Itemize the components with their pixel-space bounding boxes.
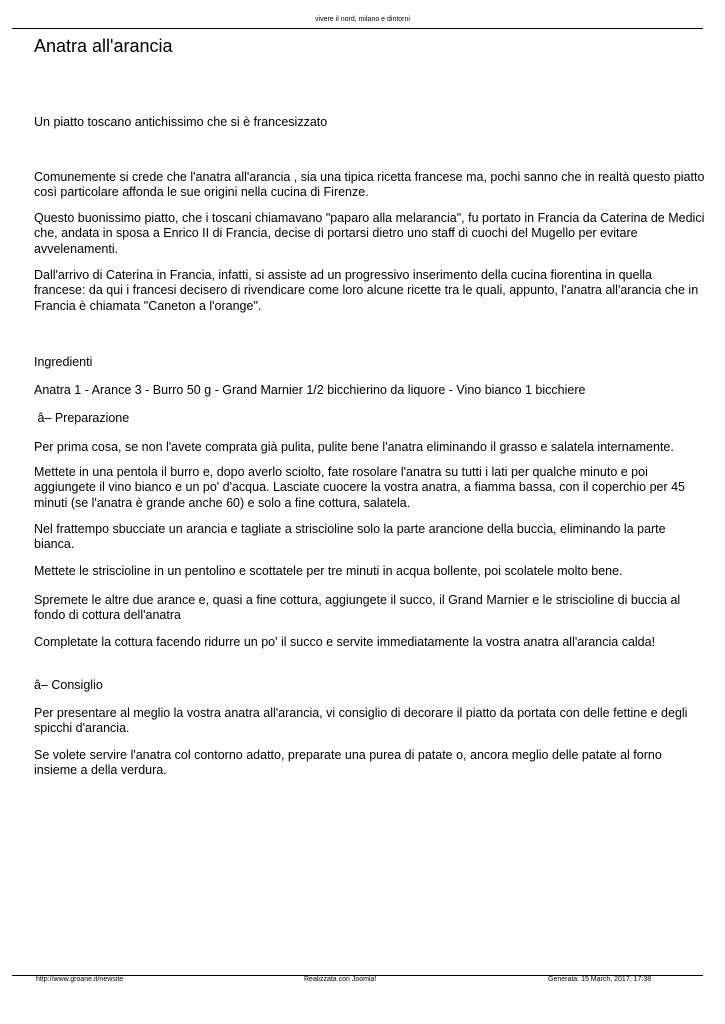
- footer-credit: Realizzata con Joomla!: [304, 976, 377, 983]
- preparation-heading: â– Preparazione: [34, 410, 130, 425]
- intro-paragraph: Comunemente si crede che l'anatra all'arancia , sia una tipica ricetta francese ma, pochi sanno che in realtà questo piatto così particolare affonda le sue origini nella cucina di Firenze.: [34, 169, 705, 200]
- preparation-step: Mettete le striscioline in un pentolino e scottatele per tre minuti in acqua bollente, poi scolatele molto bene.: [34, 563, 623, 578]
- preparation-step: Mettete in una pentola il burro e, dopo averlo sciolto, fate rosolare l'anatra su tutti i lati per qualche minuto e poi aggiungete il vino bianco e un po' d'acqua. Lasciate cuocere la vostra anatra, a fiamma bassa, con il coperchio per 45 minuti (se l'anatra è grande anche 60) e solo a fine cottura, salatela.: [34, 464, 686, 511]
- preparation-step: Completate la cottura facendo ridurre un po' il succo e servite immediatamente la vostra anatra all'arancia calda!: [34, 634, 656, 649]
- intro-paragraph: Questo buonissimo piatto, che i toscani chiamavano "paparo alla melarancia", fu portato in Francia da Caterina de Medici che, andata in sposa a Enrico II di Francia, decise di portarsi dietro uno staff di cuochi del Mugello per evitare avvelenamenti.: [34, 210, 705, 257]
- ingredients-list: Anatra 1 - Arance 3 - Burro 50 g - Grand Marnier 1/2 bicchierino da liquore - Vino bianco 1 bicchiere: [34, 382, 586, 397]
- header-divider: [12, 28, 703, 29]
- preparation-step: Nel frattempo sbucciate un arancia e tagliate a striscioline solo la parte arancione della buccia, eliminando la parte bianca.: [34, 521, 666, 552]
- ingredients-heading: Ingredienti: [34, 354, 93, 369]
- article-title: Anatra all'arancia: [34, 36, 173, 56]
- advice-paragraph: Per presentare al meglio la vostra anatra all'arancia, vi consiglio di decorare il piatto da portata con delle fettine e degli spicchi d'arancia.: [34, 705, 688, 736]
- preparation-step: Spremete le altre due arance e, quasi a fine cottura, aggiungete il succo, il Grand Marnier e le striscioline di buccia al fondo di cottura dell'anatra: [34, 592, 681, 623]
- advice-paragraph: Se volete servire l'anatra col contorno adatto, preparate una purea di patate o, ancora meglio delle patate al forno insieme a della verdura.: [34, 747, 662, 778]
- preparation-step: Per prima cosa, se non l'avete comprata già pulita, pulite bene l'anatra eliminando il grasso e salatela internamente.: [34, 439, 674, 454]
- intro-paragraph: Dall'arrivo di Caterina in Francia, infatti, si assiste ad un progressivo inserimento della cucina fiorentina in quella francese: da qui i francesi decisero di rivendicare come loro alcune ricette tra le quali, appunto, l'anatra all'arancia che in Francia è chiamata "Caneton a l'orange".: [34, 267, 699, 314]
- site-header: vivere il nord, milano e dintorni: [315, 16, 410, 23]
- article-subtitle: Un piatto toscano antichissimo che si è francesizzato: [34, 114, 328, 129]
- footer-url: http://www.groane.it/newsite: [36, 976, 124, 983]
- advice-heading: â– Consiglio: [34, 677, 103, 692]
- footer-generated-date: Generata: 15 March, 2017, 17:38: [548, 976, 652, 983]
